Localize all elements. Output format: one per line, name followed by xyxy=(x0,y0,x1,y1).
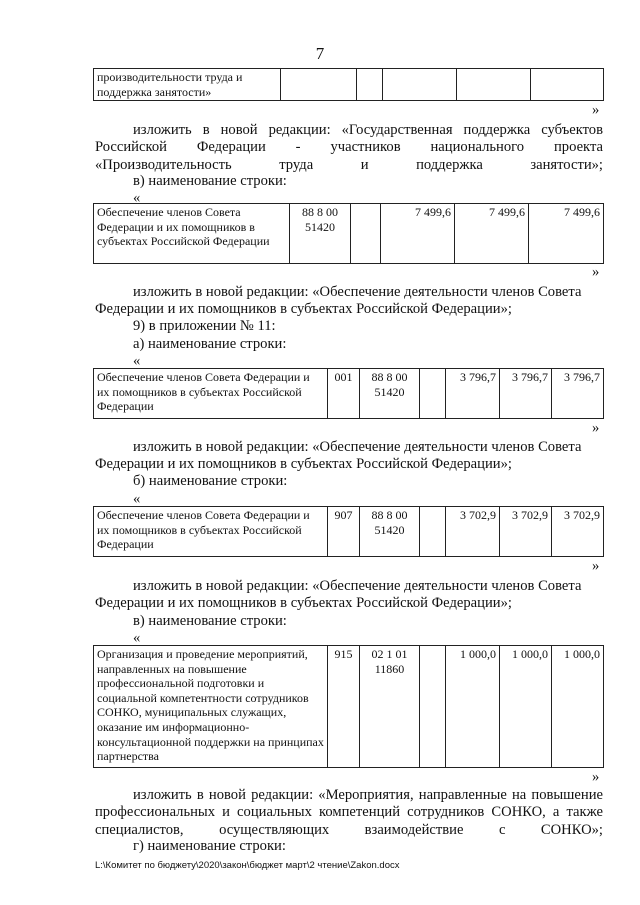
code-cell: 88 8 00 51420 xyxy=(360,507,420,557)
paragraph-heading-a: а) наименование строки: xyxy=(133,336,287,352)
close-quote: » xyxy=(592,264,600,280)
value-cell: 7 499,6 xyxy=(529,204,604,264)
paragraph-amend-4: изложить в новой редакции: «Обеспечение деятельности членов Совета Федерации и их помощников в субъектах Российской Федерации»; xyxy=(95,578,582,612)
empty-cell xyxy=(420,507,446,557)
paragraph-amend-5: изложить в новой редакции: «Мероприятия, направленные на повышение профессиональных и социальных компетенций сотрудников СОНКО, а также специалистов, осуществляющих взаимодействие с СОНКО»; xyxy=(95,787,603,838)
open-quote: « xyxy=(133,491,141,507)
open-quote: « xyxy=(133,630,141,646)
footer-file-path: L:\Комитет по бюджету\2020\закон\бюджет март\2 чтение\Zakon.docx xyxy=(95,860,400,871)
code-cell: 02 1 01 11860 xyxy=(360,646,420,768)
close-quote: » xyxy=(592,102,600,118)
value-cell: 1 000,0 xyxy=(446,646,500,768)
ministry-cell: 907 xyxy=(328,507,360,557)
row-name-cell: производительности труда и поддержка занятости» xyxy=(94,69,281,101)
value-cell: 1 000,0 xyxy=(552,646,604,768)
close-quote: » xyxy=(592,769,600,785)
page-number: 7 xyxy=(315,44,325,63)
value-cell: 3 796,7 xyxy=(552,369,604,419)
paragraph-heading-v2: в) наименование строки: xyxy=(133,613,287,629)
open-quote: « xyxy=(133,353,141,369)
ministry-cell: 001 xyxy=(328,369,360,419)
row-table-2 xyxy=(93,203,604,264)
code-cell: 88 8 00 51420 xyxy=(360,369,420,419)
value-cell: 3 796,7 xyxy=(500,369,552,419)
open-quote: « xyxy=(133,190,141,206)
row-table-5 xyxy=(93,645,604,768)
value-cell: 3 796,7 xyxy=(446,369,500,419)
row-table-1 xyxy=(93,68,604,101)
ministry-cell: 915 xyxy=(328,646,360,768)
value-cell: 3 702,9 xyxy=(500,507,552,557)
empty-cell xyxy=(357,69,383,101)
value-cell: 3 702,9 xyxy=(446,507,500,557)
row-name-cell: Организация и проведение мероприятий, направленных на повышение профессиональной подготовки и социальной компетентности сотрудников СОНКО, муниципальных служащих, оказание им информационно-консультационной поддержки на принципах партнерства xyxy=(94,646,328,768)
value-cell: 1 000,0 xyxy=(500,646,552,768)
row-table-3 xyxy=(93,368,604,419)
row-name-cell: Обеспечение членов Совета Федерации и их помощников в субъектах Российской Федерации xyxy=(94,507,328,557)
paragraph-amend-1: изложить в новой редакции: «Государственная поддержка субъектов Российской Федерации - участников национального проекта «Производительность труда и поддержка занятости»; xyxy=(95,122,603,173)
paragraph-heading-v: в) наименование строки: xyxy=(133,173,287,189)
empty-cell xyxy=(351,204,381,264)
paragraph-appendix: 9) в приложении № 11: xyxy=(133,318,276,334)
paragraph-amend-3: изложить в новой редакции: «Обеспечение деятельности членов Совета Федерации и их помощников в субъектах Российской Федерации»; xyxy=(95,439,582,473)
close-quote: » xyxy=(592,558,600,574)
empty-cell xyxy=(420,646,446,768)
paragraph-heading-b: б) наименование строки: xyxy=(133,473,288,489)
code-cell: 88 8 00 51420 xyxy=(290,204,351,264)
value-cell xyxy=(383,69,457,101)
row-name-cell: Обеспечение членов Совета Федерации и их помощников в субъектах Российской Федерации xyxy=(94,369,328,419)
close-quote: » xyxy=(592,420,600,436)
paragraph-heading-g: г) наименование строки: xyxy=(133,838,286,854)
value-cell: 7 499,6 xyxy=(381,204,455,264)
row-table-4 xyxy=(93,506,604,557)
paragraph-amend-2: изложить в новой редакции: «Обеспечение деятельности членов Совета Федерации и их помощников в субъектах Российской Федерации»; xyxy=(95,284,582,318)
empty-cell xyxy=(420,369,446,419)
row-name-cell: Обеспечение членов Совета Федерации и их помощников в субъектах Российской Федерации xyxy=(94,204,290,264)
value-cell xyxy=(457,69,531,101)
value-cell: 3 702,9 xyxy=(552,507,604,557)
value-cell xyxy=(531,69,604,101)
code-cell xyxy=(281,69,357,101)
value-cell: 7 499,6 xyxy=(455,204,529,264)
